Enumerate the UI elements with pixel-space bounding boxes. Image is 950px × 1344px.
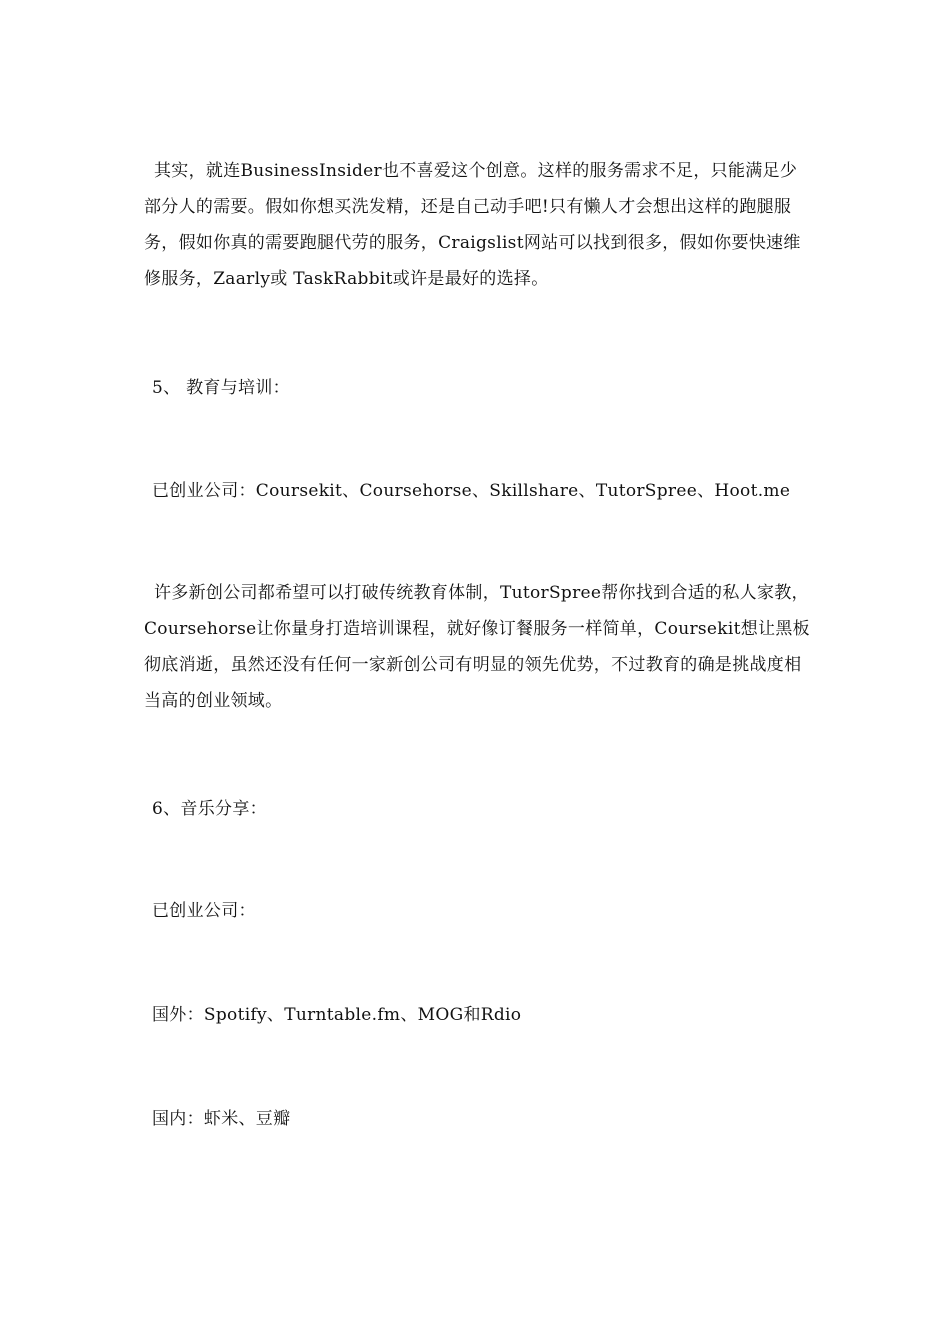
paragraph-education-startups: 已创业公司：Coursekit、Coursehorse、Skillshare、TutorSpree、Hoot.me: [152, 481, 791, 501]
paragraph-busines-insider: 其实，就连BusinessInsider也不喜爱这个创意。这样的服务需求不足，只能满足少部分人的需要。假如你想买洗发精，还是自己动手吧!只有懒人才会想出这样的跑腿服务，假如你真的需要跑腿代劳的服务，Craigslist网站可以找到很多，假如你要快速维修服务，Zaarly或 TaskRabbit或许是最好的选择。: [144, 161, 801, 289]
heading-music-sharing: 6、音乐分享：: [152, 799, 267, 819]
heading-education-training: 5、 教育与培训：: [152, 378, 290, 398]
paragraph-music-foreign: 国外：Spotify、Turntable.fm、MOG和Rdio: [152, 1005, 522, 1025]
paragraph-music-startups-label: 已创业公司：: [152, 901, 256, 921]
paragraph-music-domestic: 国内：虾米、豆瓣: [152, 1109, 291, 1129]
paragraph-education-description: 许多新创公司都希望可以打破传统教育体制，TutorSpree帮你找到合适的私人家教，Coursehorse让你量身打造培训课程，就好像订餐服务一样简单，Coursekit想让黑板彻底消逝，虽然还没有任何一家新创公司有明显的领先优势，不过教育的确是挑战度相当高的创业领域。: [144, 583, 810, 711]
